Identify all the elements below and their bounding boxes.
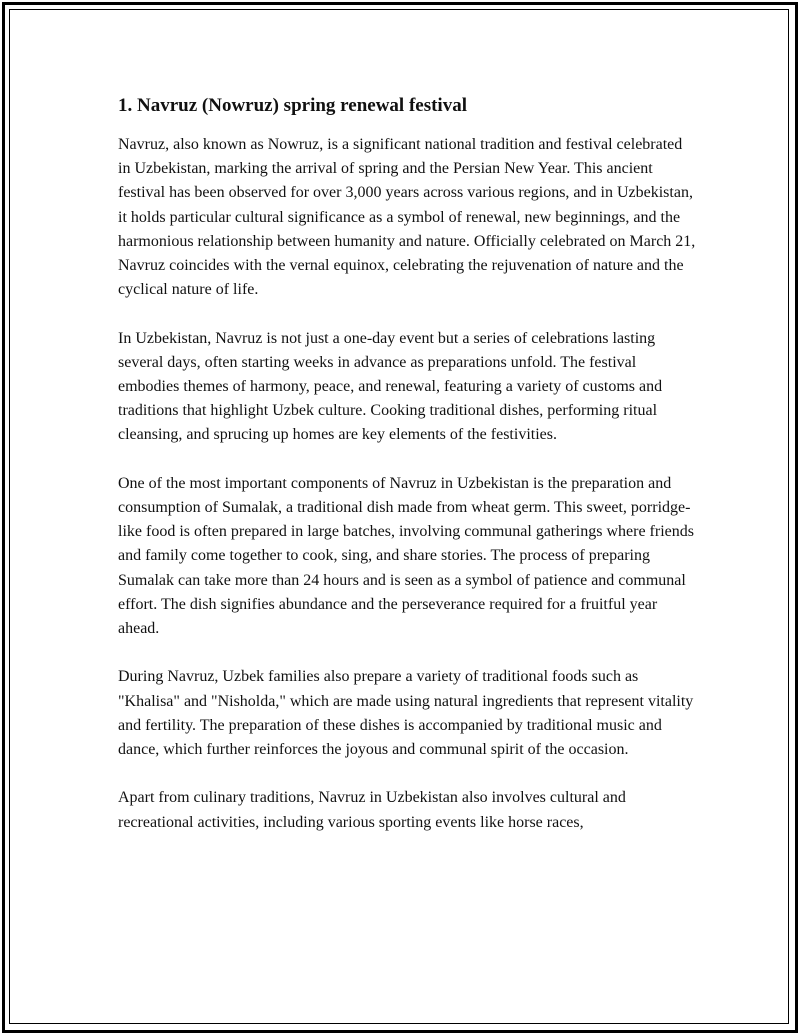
paragraph-2: In Uzbekistan, Navruz is not just a one-day event but a series of celebrations lasting several days, often starting weeks in advance as preparations unfold. The festival embodies themes of harmony, peace, and renewal, featuring a variety of customs and traditions that highlight Uzbek culture. Cooking traditional dishes, performing ritual cleansing, and sprucing up homes are key elements of the festivities. (118, 329, 663, 444)
document-body (118, 93, 698, 859)
paragraph-4: During Navruz, Uzbek families also prepare a variety of traditional foods such as "Khalisa" and "Nisholda," which are made using natural ingredients that represent vitality and fertility. The preparation of these dishes is accompanied by traditional music and dance, which further reinforces the joyous and communal spirit of the occasion. (118, 668, 694, 759)
paragraph-3: One of the most important components of Navruz in Uzbekistan is the preparation and consumption of Sumalak, a traditional dish made from wheat germ. This sweet, porridge-like food is often prepared in large batches, involving communal gatherings where friends and family come together to cook, sing, and share stories. The process of preparing Sumalak can take more than 24 hours and is seen as a symbol of patience and communal effort. The dish signifies abundance and the perseverance required for a fruitful year ahead. (118, 474, 694, 638)
section-heading: 1. Navruz (Nowruz) spring renewal festival (118, 95, 467, 116)
paragraph-1: Navruz, also known as Nowruz, is a significant national tradition and festival celebrated in Uzbekistan, marking the arrival of spring and the Persian New Year. This ancient festival has been observed for over 3,000 years across various regions, and in Uzbekistan, it holds particular cultural significance as a symbol of renewal, new beginnings, and the harmonious relationship between humanity and nature. Officially celebrated on March 21, Navruz coincides with the vernal equinox, celebrating the rejuvenation of nature and the cyclical nature of life. (118, 136, 696, 299)
paragraph-5: Apart from culinary traditions, Navruz in Uzbekistan also involves cultural and recreational activities, including various sporting events like horse races, (118, 789, 626, 831)
